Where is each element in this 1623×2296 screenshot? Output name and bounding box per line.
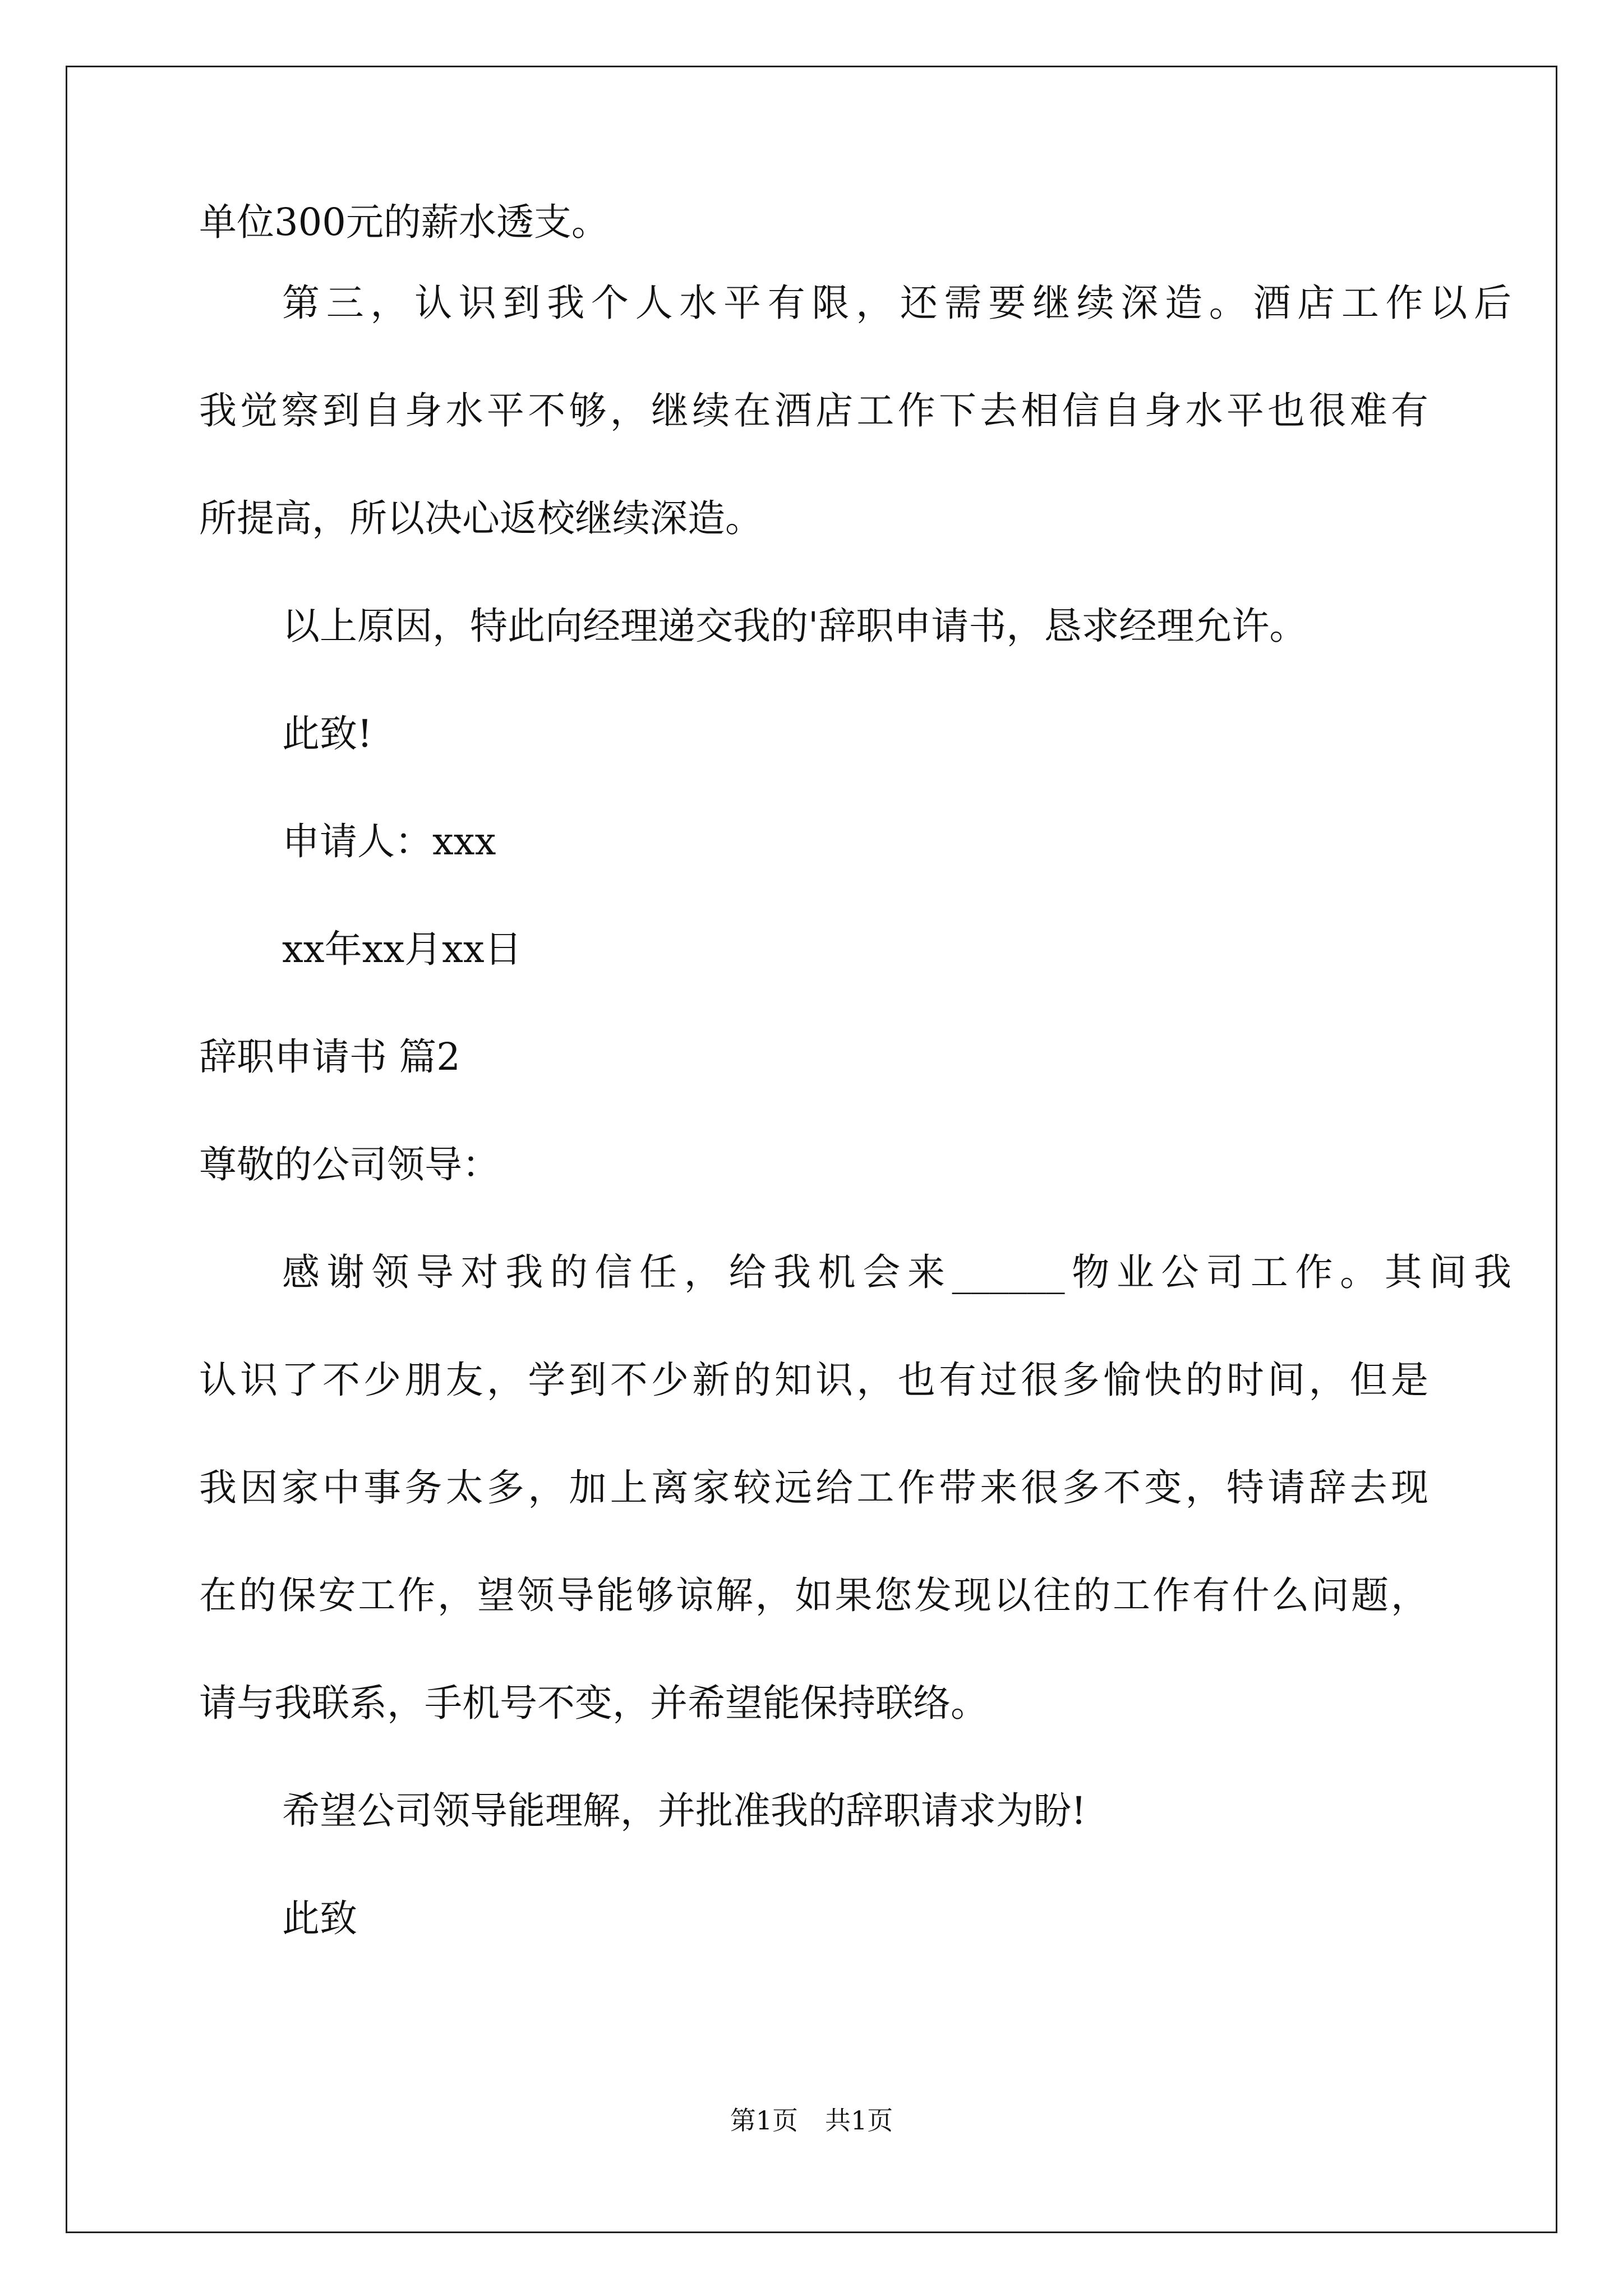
paragraph-line: 第三，认识到我个人水平有限，还需要继续深造。酒店工作以后 bbox=[282, 281, 1511, 325]
paragraph-line: 希望公司领导能理解，并批准我的辞职请求为盼! bbox=[282, 1789, 1086, 1833]
paragraph-line: 在的保安工作，望领导能够谅解，如果您发现以往的工作有什么问题， bbox=[199, 1573, 1428, 1617]
closing-salutation: 此致! bbox=[282, 712, 372, 756]
page-total: 共1页 bbox=[825, 2105, 893, 2136]
paragraph-line: 我因家中事务太多，加上离家较远给工作带来很多不变，特请辞去现 bbox=[199, 1466, 1428, 1510]
closing-salutation: 此致 bbox=[282, 1897, 357, 1940]
paragraph-line: 感谢领导对我的信任，给我机会来______物业公司工作。其间我 bbox=[282, 1250, 1511, 1294]
date-line: xx年xx月xx日 bbox=[282, 927, 522, 971]
paragraph-line: 请与我联系，手机号不变，并希望能保持联络。 bbox=[199, 1681, 988, 1725]
paragraph-line: 我觉察到自身水平不够，继续在酒店工作下去相信自身水平也很难有 bbox=[199, 389, 1428, 432]
greeting-line: 尊敬的公司领导： bbox=[199, 1143, 500, 1186]
paragraph-line: 认识了不少朋友，学到不少新的知识，也有过很多愉快的时间，但是 bbox=[199, 1358, 1428, 1402]
text-line: 单位300元的薪水透支。 bbox=[199, 200, 609, 244]
paragraph-line: 以上原因，特此向经理递交我的'辞职申请书，恳求经理允许。 bbox=[282, 604, 1307, 648]
applicant-line: 申请人：xxx bbox=[282, 820, 496, 863]
page-number: 第1页 bbox=[730, 2105, 798, 2136]
page-footer bbox=[0, 2104, 1623, 2137]
paragraph-line: 所提高，所以决心返校继续深造。 bbox=[199, 496, 763, 540]
section-title: 辞职申请书 篇2 bbox=[199, 1035, 460, 1079]
document-body bbox=[199, 200, 1511, 1972]
